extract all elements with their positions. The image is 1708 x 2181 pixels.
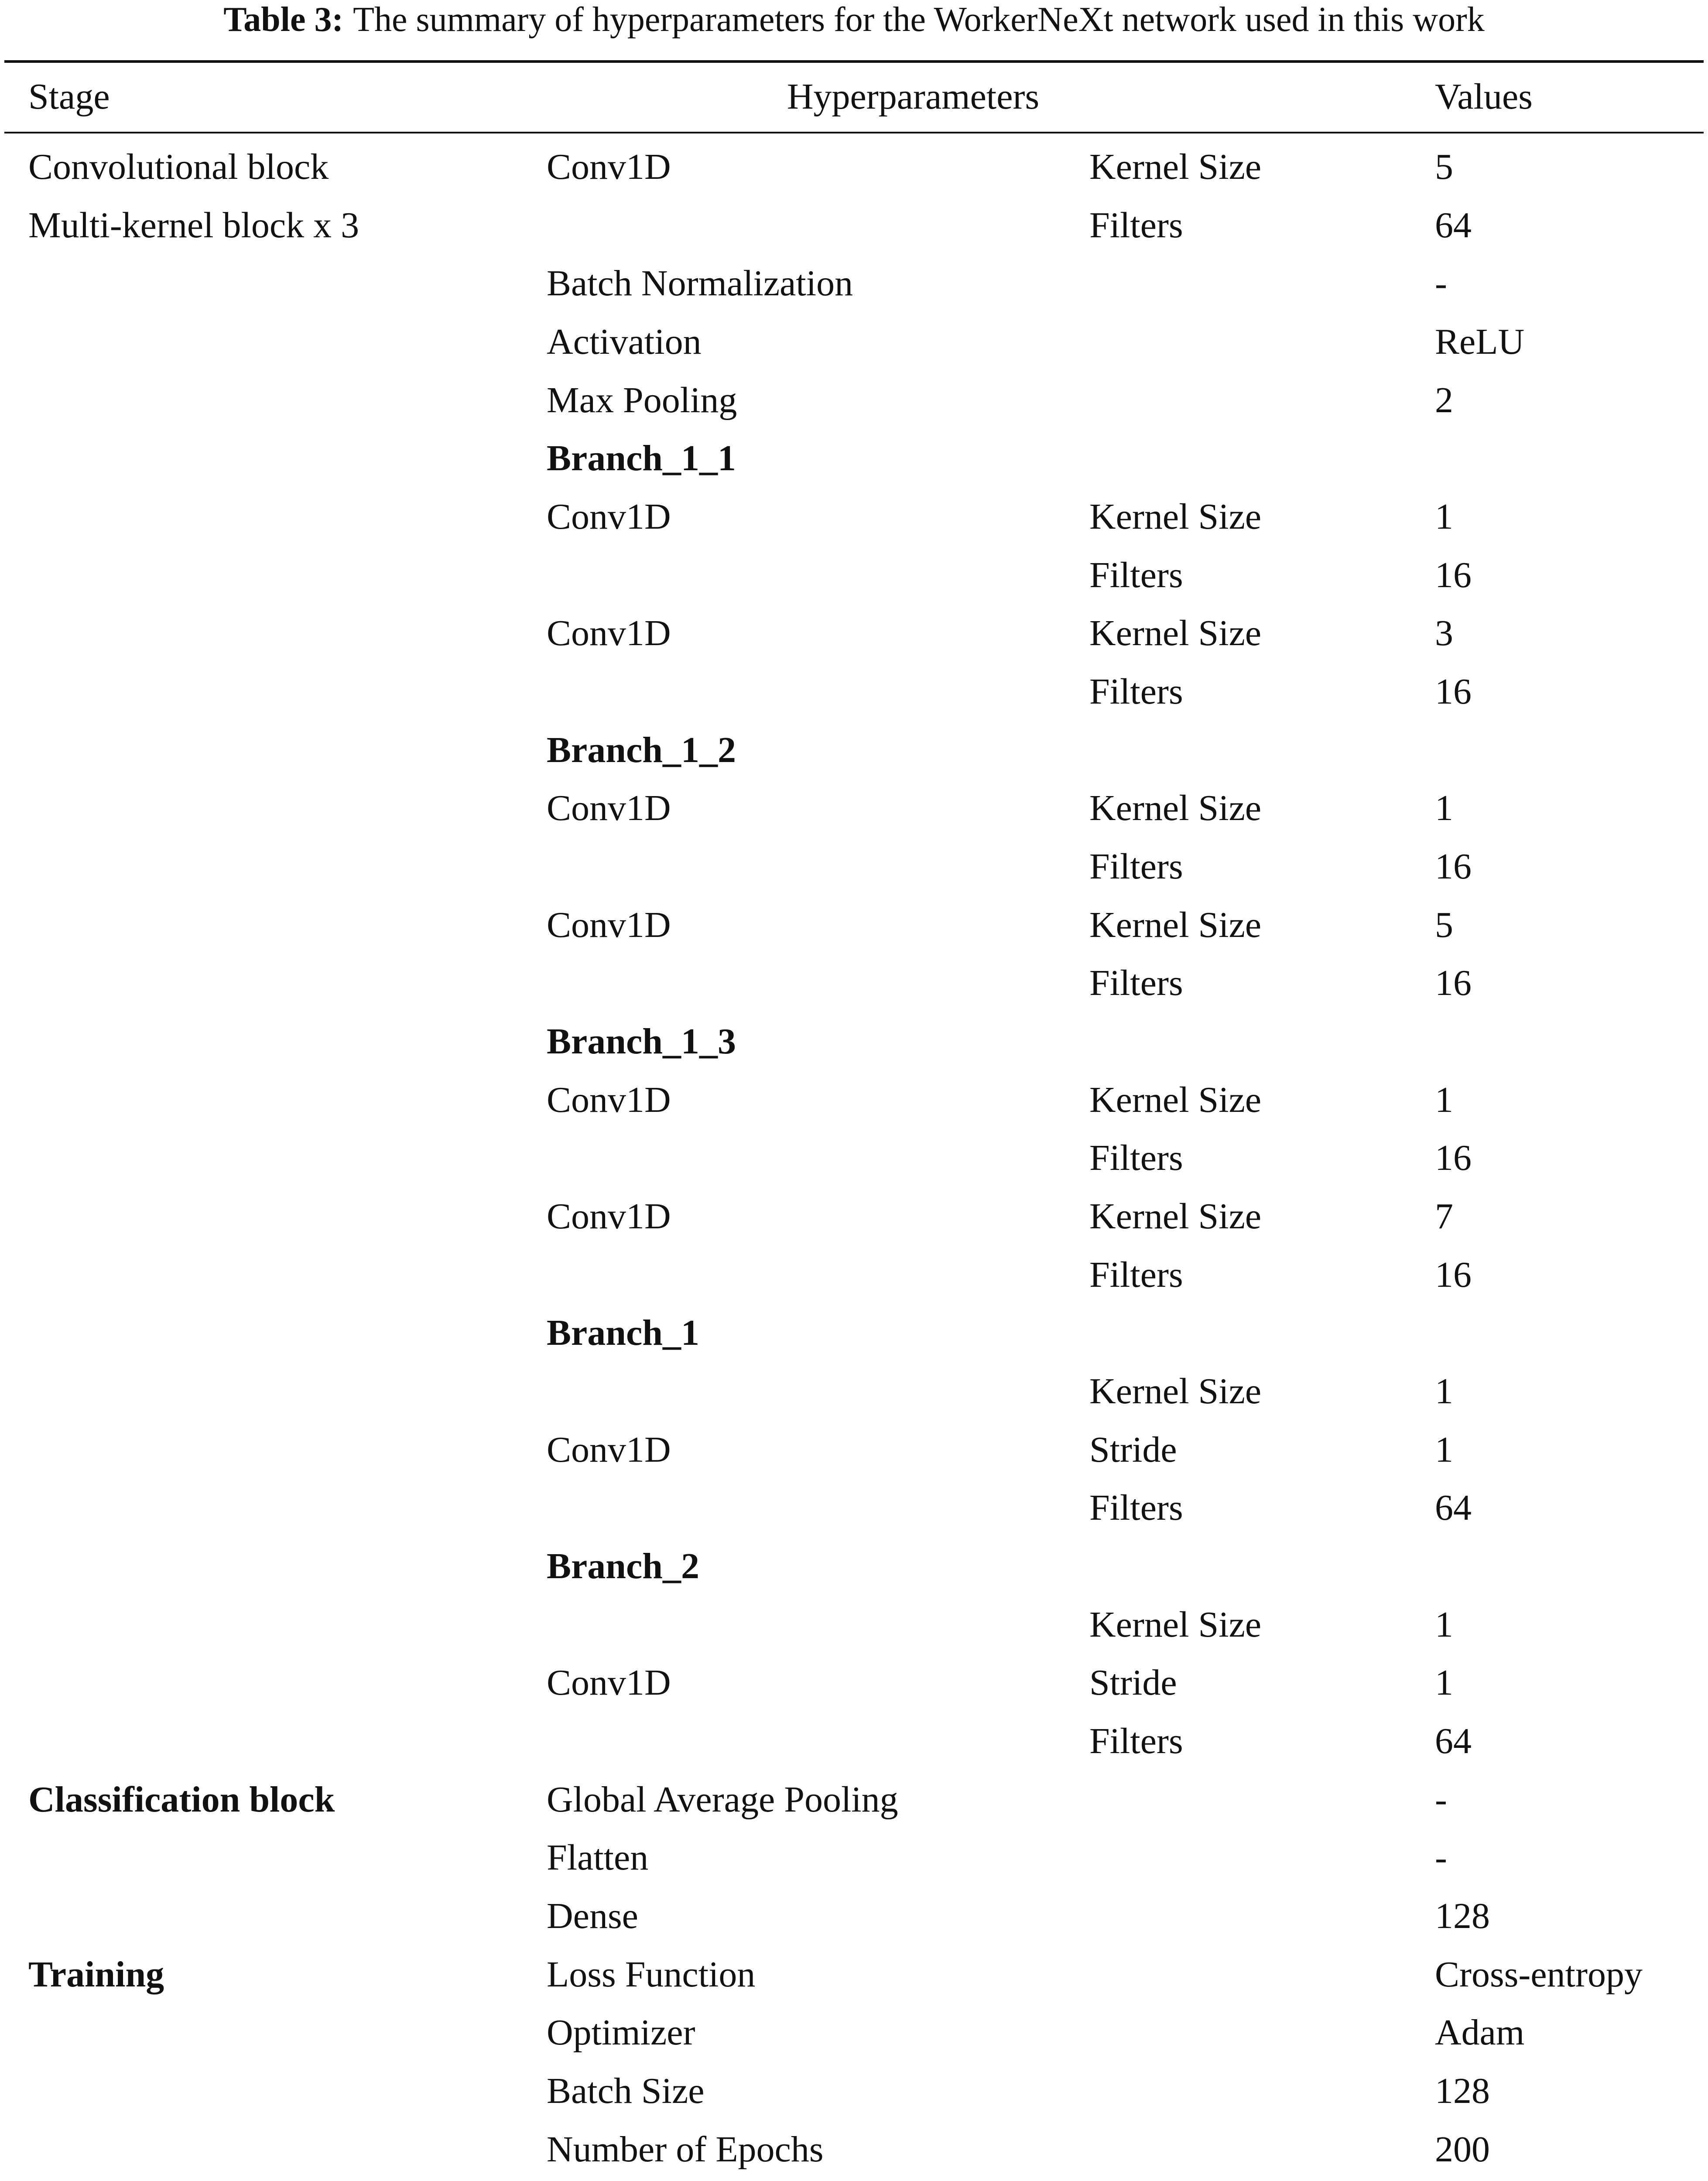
cell-hyperparameter: Loss Function [547, 1954, 756, 1995]
cell-value: 1 [1435, 1371, 1453, 1412]
cell-stage: Multi-kernel block x 3 [28, 205, 359, 246]
cell-value: 16 [1435, 1138, 1472, 1178]
cell-subparameter: Kernel Size [1089, 613, 1262, 653]
cell-value: - [1435, 1837, 1447, 1878]
cell-value: 7 [1435, 1196, 1453, 1237]
cell-hyperparameter: Optimizer [547, 2012, 695, 2053]
cell-hyperparameter: Conv1D [547, 1080, 671, 1120]
cell-subparameter: Filters [1089, 1487, 1183, 1528]
cell-hyperparameter: Flatten [547, 1837, 649, 1878]
cell-value: 2 [1435, 380, 1453, 420]
cell-value: 64 [1435, 1487, 1472, 1528]
cell-value: 16 [1435, 846, 1472, 887]
cell-hyperparameter: Conv1D [547, 1429, 671, 1470]
cell-subparameter: Kernel Size [1089, 1196, 1262, 1237]
cell-stage: Convolutional block [28, 147, 329, 187]
cell-hyperparameter: Branch_1 [547, 1313, 700, 1353]
table-header-rule [4, 132, 1704, 133]
header-values: Values [1435, 76, 1533, 117]
cell-hyperparameter: Conv1D [547, 147, 671, 187]
table-caption [0, 0, 1708, 39]
cell-hyperparameter: Conv1D [547, 788, 671, 828]
cell-subparameter: Kernel Size [1089, 147, 1262, 187]
cell-subparameter: Kernel Size [1089, 905, 1262, 945]
cell-subparameter: Kernel Size [1089, 496, 1262, 537]
cell-stage: Training [28, 1954, 164, 1995]
cell-value: 64 [1435, 205, 1472, 246]
cell-value: 1 [1435, 1604, 1453, 1645]
cell-value: 1 [1435, 788, 1453, 828]
cell-value: 5 [1435, 905, 1453, 945]
cell-hyperparameter: Batch Normalization [547, 263, 853, 304]
cell-value: 16 [1435, 671, 1472, 712]
cell-subparameter: Kernel Size [1089, 1080, 1262, 1120]
cell-value: 16 [1435, 963, 1472, 1003]
cell-value: - [1435, 263, 1447, 304]
table-caption-label: Table 3: [223, 0, 344, 39]
cell-value: 128 [1435, 2071, 1490, 2111]
cell-hyperparameter: Branch_1_1 [547, 438, 736, 479]
cell-value: Adam [1435, 2012, 1525, 2053]
cell-subparameter: Kernel Size [1089, 788, 1262, 828]
cell-stage: Classification block [28, 1779, 335, 1820]
cell-value: 16 [1435, 555, 1472, 595]
cell-subparameter: Filters [1089, 671, 1183, 712]
cell-hyperparameter: Global Average Pooling [547, 1779, 898, 1820]
cell-hyperparameter: Max Pooling [547, 380, 737, 420]
cell-hyperparameter: Conv1D [547, 496, 671, 537]
cell-value: 16 [1435, 1255, 1472, 1295]
cell-value: 1 [1435, 496, 1453, 537]
table-top-rule [4, 60, 1704, 63]
cell-subparameter: Filters [1089, 846, 1183, 887]
cell-value: 1 [1435, 1080, 1453, 1120]
header-stage: Stage [28, 76, 110, 117]
cell-subparameter: Stride [1089, 1662, 1177, 1703]
cell-hyperparameter: Conv1D [547, 613, 671, 653]
cell-hyperparameter: Dense [547, 1896, 638, 1936]
cell-value: 200 [1435, 2129, 1490, 2170]
cell-value: 64 [1435, 1721, 1472, 1761]
cell-hyperparameter: Activation [547, 321, 702, 362]
cell-value: 5 [1435, 147, 1453, 187]
cell-value: Cross-entropy [1435, 1954, 1643, 1995]
cell-value: - [1435, 1779, 1447, 1820]
cell-subparameter: Kernel Size [1089, 1371, 1262, 1412]
cell-hyperparameter: Branch_1_2 [547, 730, 736, 770]
table-caption-text: The summary of hyperparameters for the WorkerNeXt network used in this work [353, 0, 1485, 39]
cell-hyperparameter: Branch_2 [547, 1546, 700, 1586]
cell-subparameter: Kernel Size [1089, 1604, 1262, 1645]
cell-hyperparameter: Batch Size [547, 2071, 705, 2111]
cell-hyperparameter: Branch_1_3 [547, 1021, 736, 1062]
header-hyperparameters: Hyperparameters [787, 76, 1040, 117]
cell-value: ReLU [1435, 321, 1525, 362]
cell-hyperparameter: Conv1D [547, 1196, 671, 1237]
cell-subparameter: Filters [1089, 1721, 1183, 1761]
cell-value: 128 [1435, 1896, 1490, 1936]
cell-value: 3 [1435, 613, 1453, 653]
cell-hyperparameter: Number of Epochs [547, 2129, 824, 2170]
cell-value: 1 [1435, 1662, 1453, 1703]
cell-hyperparameter: Conv1D [547, 1662, 671, 1703]
cell-subparameter: Filters [1089, 963, 1183, 1003]
cell-value: 1 [1435, 1429, 1453, 1470]
cell-subparameter: Filters [1089, 1138, 1183, 1178]
cell-subparameter: Filters [1089, 555, 1183, 595]
cell-hyperparameter: Conv1D [547, 905, 671, 945]
cell-subparameter: Filters [1089, 205, 1183, 246]
cell-subparameter: Stride [1089, 1429, 1177, 1470]
cell-subparameter: Filters [1089, 1255, 1183, 1295]
